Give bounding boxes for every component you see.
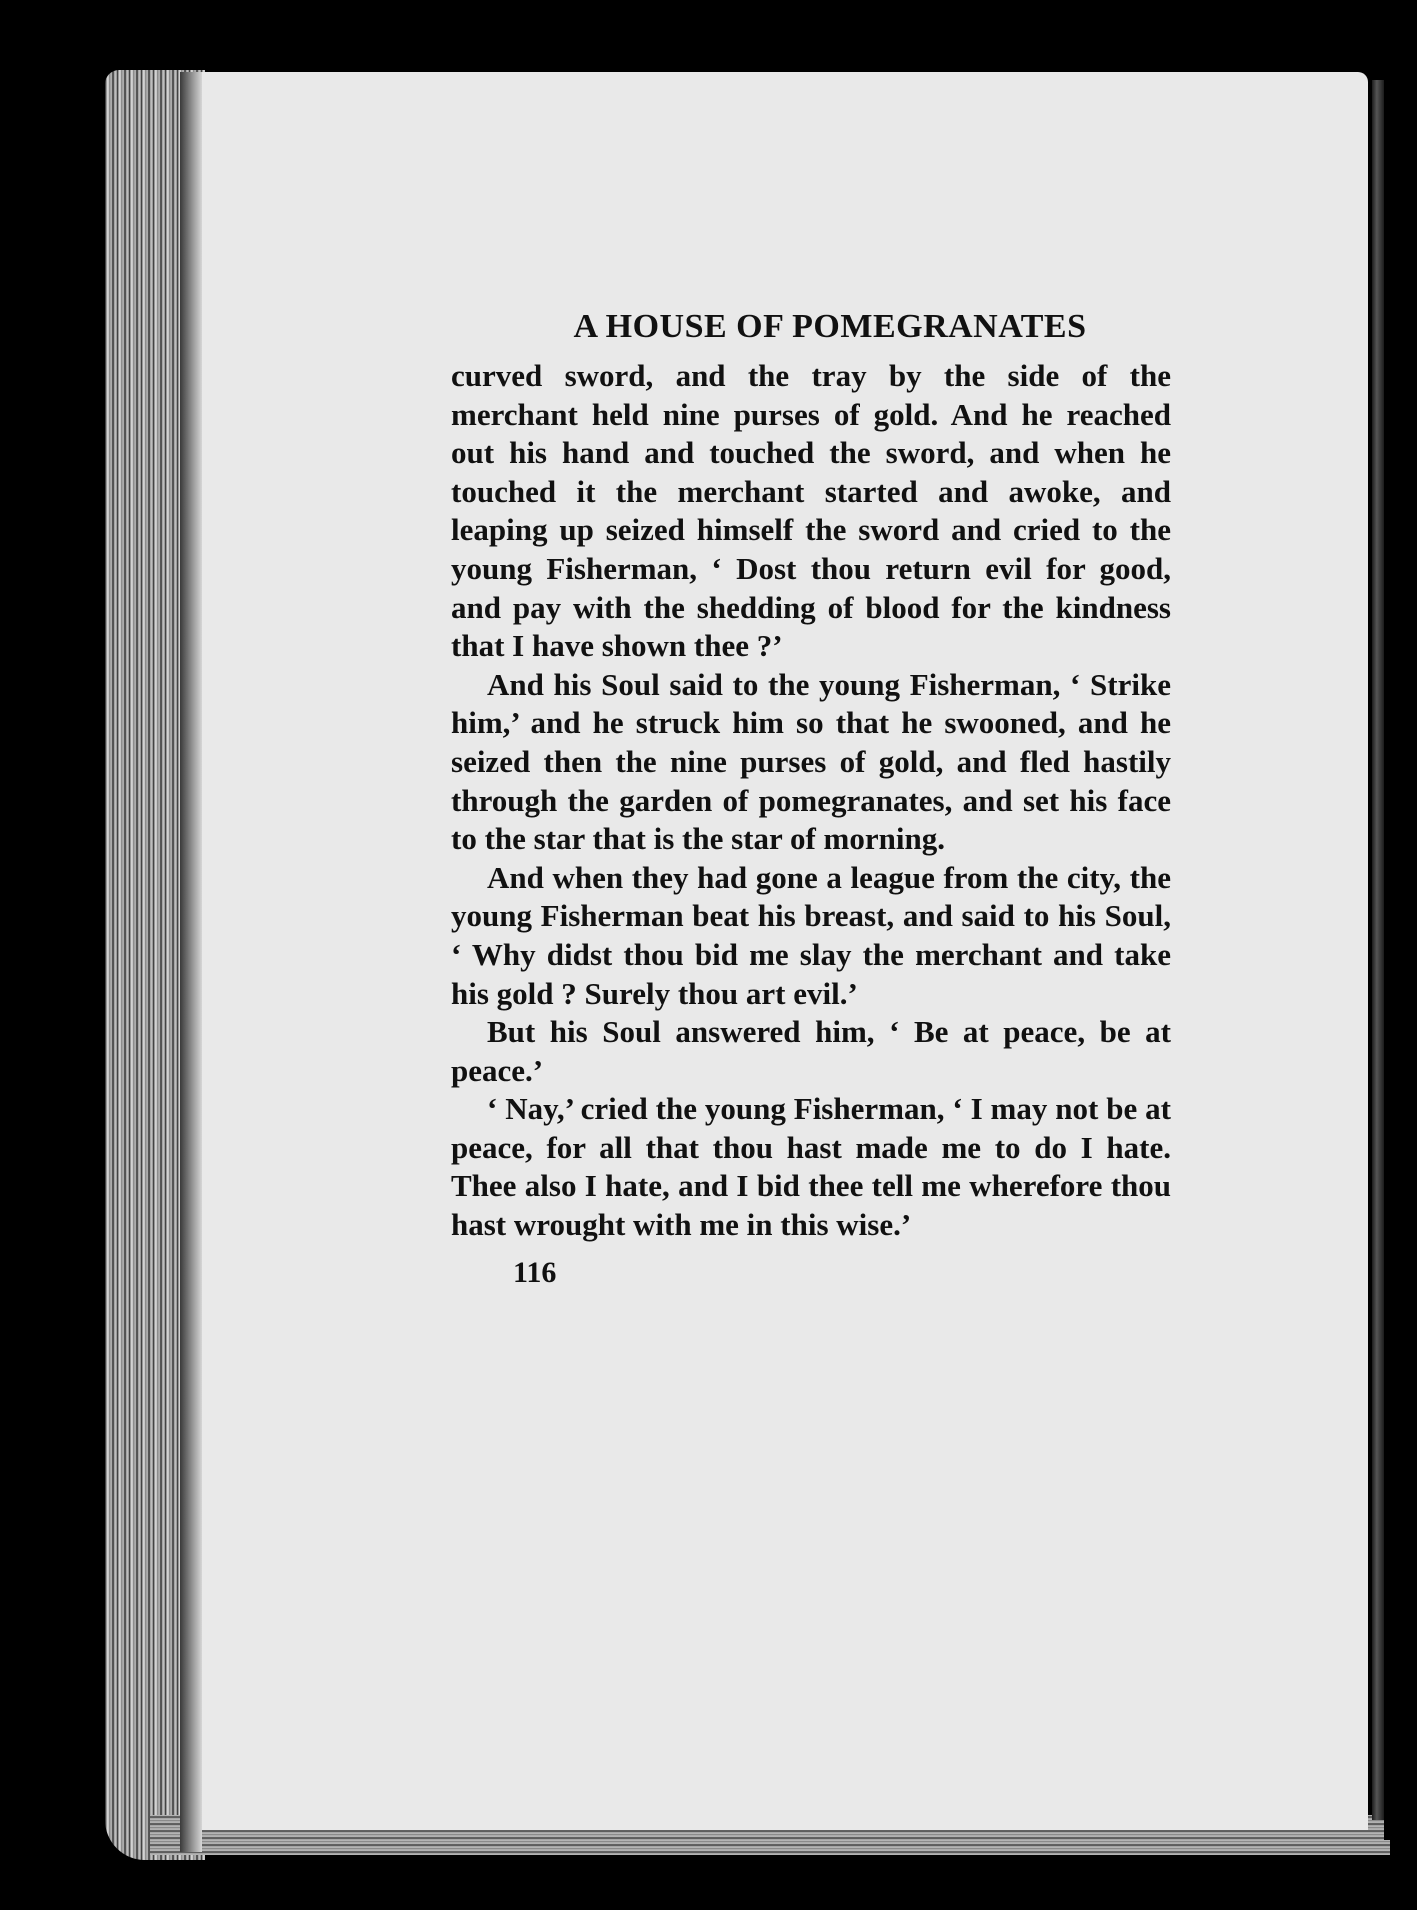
- right-background: [1384, 80, 1417, 1840]
- text-block: [451, 305, 1171, 1293]
- right-page-edge: [1372, 80, 1384, 1820]
- page-number: 116: [513, 1255, 557, 1289]
- body-text: [451, 357, 1171, 1245]
- running-head: A HOUSE OF POMEGRANATES: [573, 308, 1087, 345]
- paragraph-5: ‘ Nay,’ cried the young Fisherman, ‘ I may not be at peace, for all that thou hast made me to do I hate. Thee also I hate, and I bid thee tell me wherefore thou hast wrought with me in this wise.’: [451, 1091, 1171, 1243]
- gutter-shadow: [180, 72, 202, 1852]
- paragraph-2: And his Soul said to the young Fisherman, ‘ Strike him,’ and he struck him so that he swooned, and he seized then the nine purses of gold, and fled hastily through the garden of pomegranates, and set his face to the star that is the star of morning.: [451, 666, 1171, 857]
- paragraph-3: And when they had gone a league from the city, the young Fisherman beat his breast, and said to his Soul, ‘ Why didst thou bid me slay the merchant and take his gold ? Surely thou art evil.’: [451, 859, 1171, 1011]
- paragraph-1: curved sword, and the tray by the side of the merchant held nine purses of gold. And he reached out his hand and touched the sword, and when he touched it the merchant started and awoke, and leaping up seized himself the sword and cried to the young Fisherman, ‘ Dost thou return evil for good, and pay with the shedding of blood for the kindness that I have shown thee ?’: [451, 358, 1171, 664]
- paragraph-4: But his Soul answered him, ‘ Be at peace, be at peace.’: [451, 1014, 1171, 1088]
